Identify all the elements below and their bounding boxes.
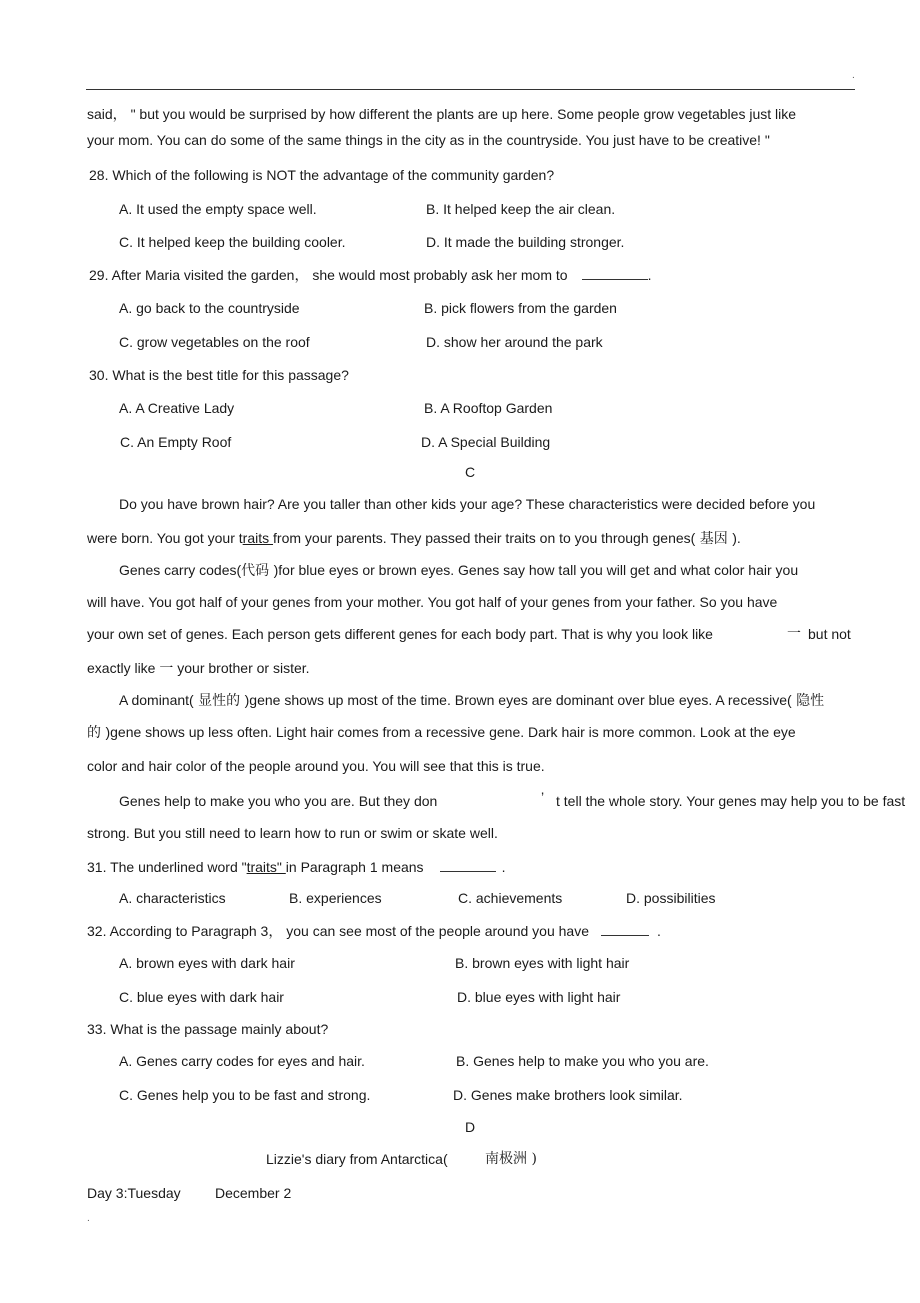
section-c-heading: C xyxy=(464,464,476,480)
question-30-stem: 30. What is the best title for this passage? xyxy=(89,367,349,383)
text-run: A dominant( xyxy=(119,692,194,708)
passage-c-line xyxy=(119,691,824,710)
q29-option-c: C. grow vegetables on the roof xyxy=(119,334,310,350)
question-29-stem xyxy=(89,266,651,284)
dash-mark: 一 xyxy=(787,626,801,642)
stem-period: . xyxy=(657,923,661,939)
passage-c-line xyxy=(87,659,310,678)
chinese-gloss: 显性的 xyxy=(193,693,245,709)
diary-day: Day 3:Tuesday xyxy=(87,1185,181,1201)
passage-c-line: will have. You got half of your genes from your mother. You got half of your genes from your father. So you have xyxy=(87,594,778,610)
text-run: 32. According to Paragraph 3， you can see most of the people around you have xyxy=(87,923,589,939)
stem-period: . xyxy=(501,859,506,875)
chinese-gloss: 隐性 xyxy=(791,693,825,709)
q33-option-b: B. Genes help to make you who you are. xyxy=(456,1053,709,1069)
chinese-gloss: 基因 xyxy=(695,531,733,547)
question-28-stem: 28. Which of the following is NOT the advantage of the community garden? xyxy=(89,167,555,183)
passage-c-line xyxy=(119,561,798,580)
chinese-gloss: 代码 xyxy=(241,563,274,579)
q31-option-b: B. experiences xyxy=(289,890,382,906)
q28-option-b: B. It helped keep the air clean. xyxy=(426,201,616,217)
q29-option-b: B. pick flowers from the garden xyxy=(424,300,617,316)
text-run: from your parents. They passed their traits on to you through genes( xyxy=(273,530,696,546)
chinese-gloss: 的 xyxy=(87,725,106,741)
passage-b-line: your mom. You can do some of the same things in the city as in the countryside. You just have to be creative! " xyxy=(87,132,770,148)
text-run: ). xyxy=(732,530,741,546)
q32-option-a: A. brown eyes with dark hair xyxy=(119,955,295,971)
text-run: ) xyxy=(531,1151,537,1167)
passage-c-line: but not xyxy=(808,626,851,642)
text-run: )gene shows up less often. Light hair comes from a recessive gene. Dark hair is more common. Look at the eye xyxy=(105,724,796,740)
q30-option-d: D. A Special Building xyxy=(421,434,551,450)
q29-option-a: A. go back to the countryside xyxy=(119,300,300,316)
passage-c-line: color and hair color of the people around you. You will see that this is true. xyxy=(87,758,545,774)
q32-option-b: B. brown eyes with light hair xyxy=(455,955,630,971)
q32-option-d: D. blue eyes with light hair xyxy=(457,989,621,1005)
diary-date: December 2 xyxy=(215,1185,292,1201)
q29-stem-text: 29. After Maria visited the garden， she would most probably ask her mom to xyxy=(89,267,568,283)
q32-option-c: C. blue eyes with dark hair xyxy=(119,989,284,1005)
passage-c-line: Genes help to make you who you are. But they don xyxy=(119,793,438,809)
passage-c-line xyxy=(87,529,741,548)
q28-option-d: D. It made the building stronger. xyxy=(426,234,625,250)
chinese-gloss: 南极洲 xyxy=(485,1151,532,1167)
stem-period: . xyxy=(647,267,652,283)
q30-option-a: A. A Creative Lady xyxy=(119,400,235,416)
diary-title-chinese xyxy=(485,1150,537,1168)
header-rule xyxy=(86,89,855,90)
answer-blank xyxy=(440,859,496,872)
q31-option-d: D. possibilities xyxy=(626,890,716,906)
q33-option-d: D. Genes make brothers look similar. xyxy=(453,1087,683,1103)
q31-option-a: A. characteristics xyxy=(119,890,226,906)
q30-option-b: B. A Rooftop Garden xyxy=(424,400,553,416)
dash-mark: 一 xyxy=(159,661,174,677)
underlined-word-traits: raits xyxy=(242,530,274,546)
q33-option-c: C. Genes help you to be fast and strong. xyxy=(119,1087,371,1103)
text-run: exactly like xyxy=(87,660,160,676)
text-run: were born. You got your t xyxy=(87,530,243,546)
passage-b-line: said， " but you would be surprised by how different the plants are up here. Some people grow vegetables just like xyxy=(87,106,797,122)
question-33-stem: 33. What is the passage mainly about? xyxy=(87,1021,329,1037)
page-number-dot: . xyxy=(852,70,855,81)
underlined-word-traits: traits" xyxy=(246,859,286,875)
q28-option-a: A. It used the empty space well. xyxy=(119,201,317,217)
q28-option-c: C. It helped keep the building cooler. xyxy=(119,234,346,250)
text-run: )gene shows up most of the time. Brown eyes are dominant over blue eyes. A recessive( xyxy=(244,692,792,708)
passage-c-line xyxy=(87,723,796,742)
question-32-stem xyxy=(87,922,661,940)
answer-blank xyxy=(601,923,649,936)
q31-option-c: C. achievements xyxy=(458,890,563,906)
q29-option-d: D. show her around the park xyxy=(426,334,603,350)
text-run: your brother or sister. xyxy=(173,660,310,676)
passage-c-line: your own set of genes. Each person gets different genes for each body part. That is why you look like xyxy=(87,626,713,642)
section-d-heading: D xyxy=(464,1119,476,1135)
question-31-stem xyxy=(87,858,505,876)
text-run: )for blue eyes or brown eyes. Genes say how tall you will get and what color hair you xyxy=(273,562,799,578)
q33-option-a: A. Genes carry codes for eyes and hair. xyxy=(119,1053,365,1069)
text-run: in Paragraph 1 means xyxy=(285,859,424,875)
apostrophe-mark: ’ xyxy=(541,789,545,805)
answer-blank xyxy=(582,267,648,280)
text-run: 31. The underlined word " xyxy=(87,859,247,875)
text-run: Genes carry codes( xyxy=(119,562,242,578)
q30-option-c: C. An Empty Roof xyxy=(120,434,232,450)
passage-c-line: strong. But you still need to learn how to run or swim or skate well. xyxy=(87,825,498,841)
diary-title: Lizzie's diary from Antarctica( xyxy=(266,1151,448,1167)
passage-c-line: t tell the whole story. Your genes may help you to be fast xyxy=(556,793,906,809)
footer-dot: . xyxy=(87,1213,90,1224)
passage-c-line: Do you have brown hair? Are you taller than other kids your age? These characteristics were decided before you xyxy=(119,496,816,512)
